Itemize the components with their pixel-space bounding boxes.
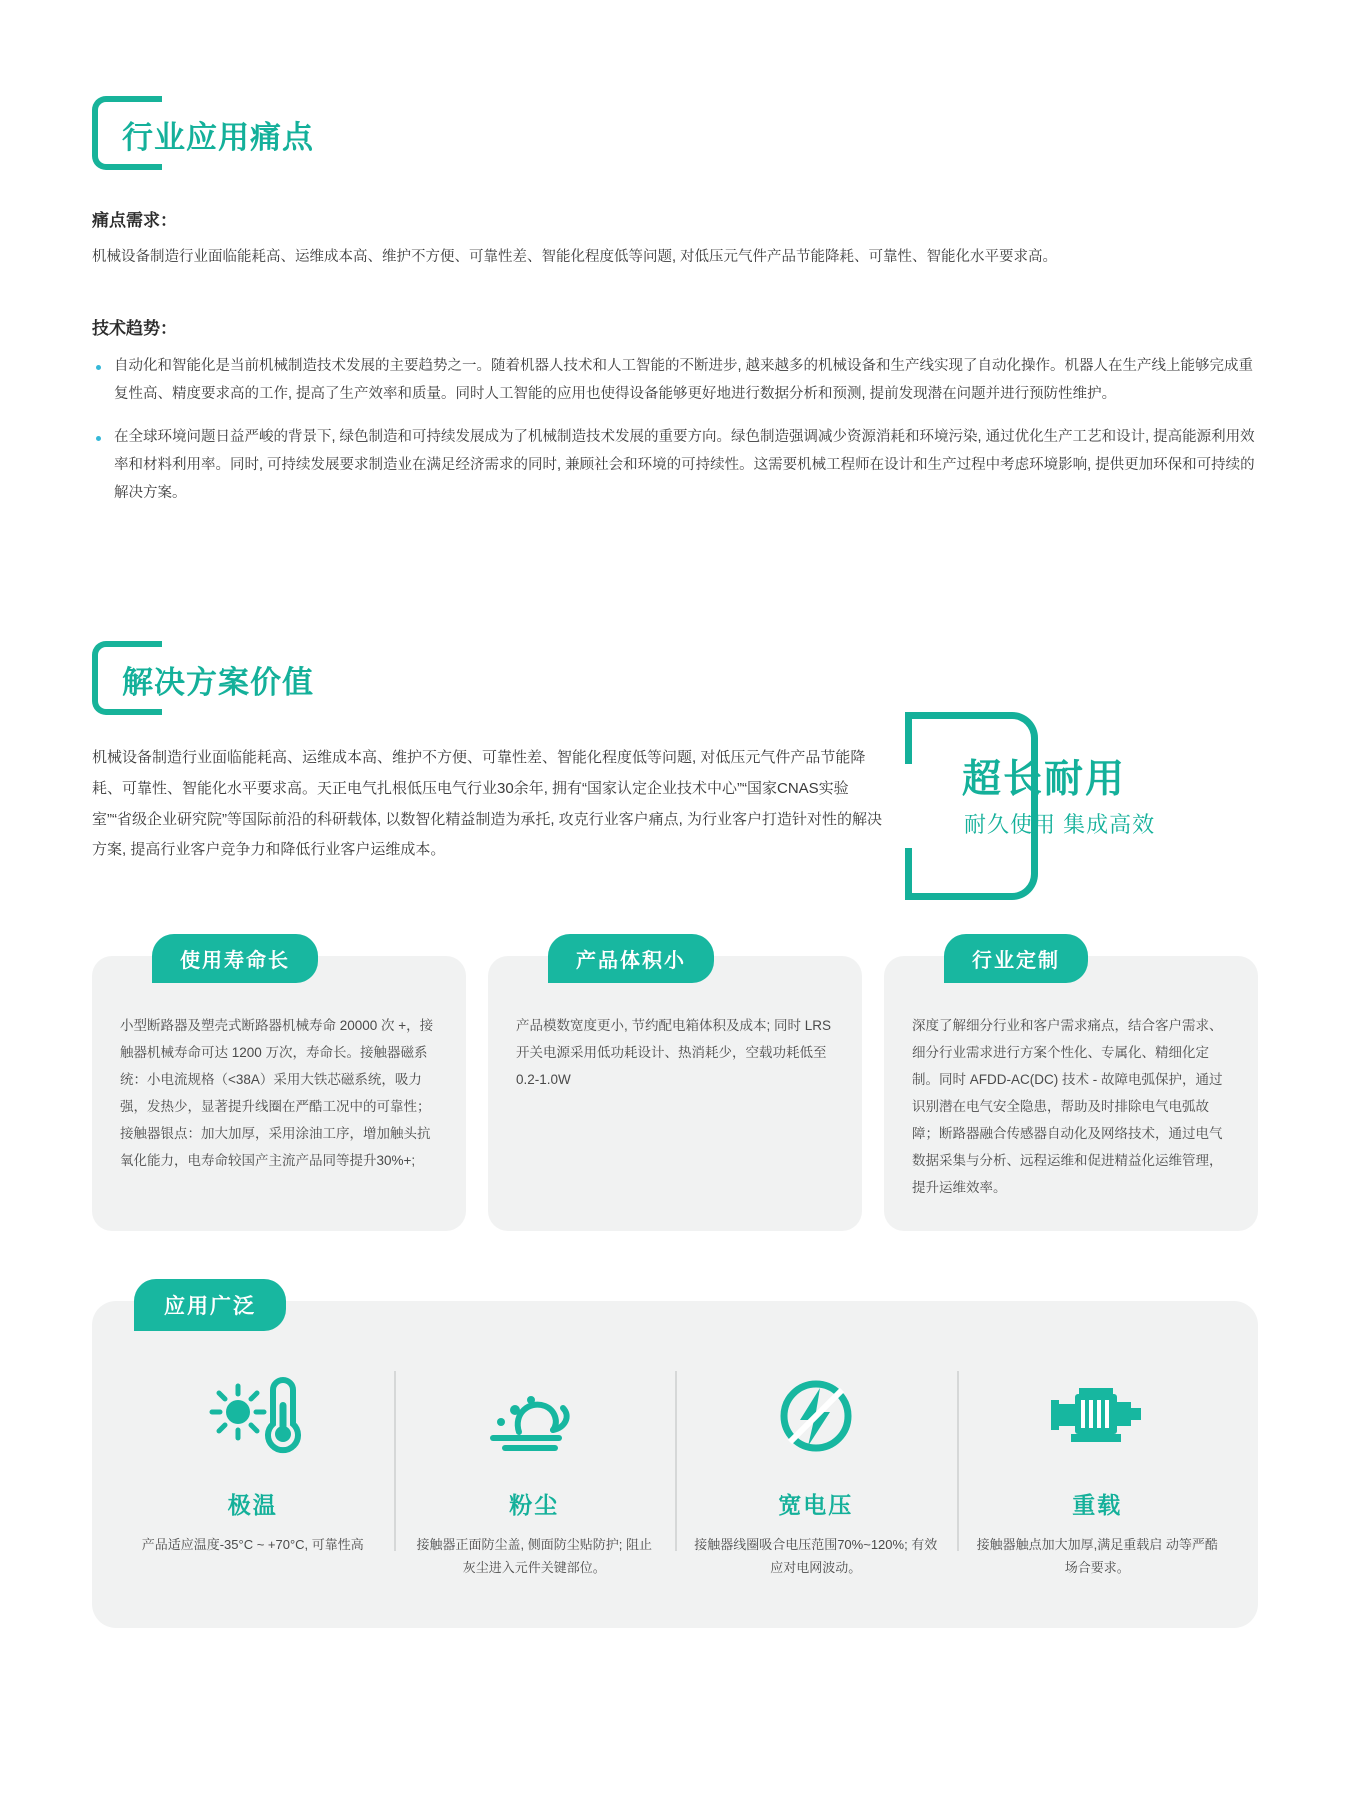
- section-title-pain-points: 行业应用痛点: [122, 120, 314, 155]
- application-title: 重载: [1072, 1492, 1123, 1519]
- durability-badge: [912, 712, 1242, 900]
- solution-value-paragraph: 机械设备制造行业面临能耗高、运维成本高、维护不方便、可靠性差、智能化程度低等问题, 对低压元气件产品节能降耗、可靠性、智能化水平要求高。天正电气扎根低压电气行业30余年, 拥有“国家认定企业技术中心”“国家CNAS实验室”“省级企业研究院”等国际前沿的科研载体, 以数智化精益制造为承托, 攻克行业客户痛点, 为行业客户打造针对性的解决方案, 提高行业客户竞争力和降低行业客户运维成本。: [92, 749, 882, 859]
- card-text: 深度了解细分行业和客户需求痛点，结合客户需求、细分行业需求进行方案个性化、专属化、精细化定制。同时 AFDD-AC(DC) 技术 - 故障电弧保护，通过识别潜在电气安全隐患，帮助及时排除电气电弧故障；断路器融合传感器自动化及网络技术，通过电气数据采集与分析、远程运维和促进精益化运维管理，提升运维效率。: [912, 1018, 1223, 1196]
- card-text: 小型断路器及塑壳式断路器机械寿命 20000 次 +，接触器机械寿命可达 1200 万次，寿命长。接触器磁系统：小电流规格（<38A）采用大铁芯磁系统，吸力强，发热少，显著提升线圈在严酷工况中的可靠性；接触器银点：加大加厚，采用涂油工序，增加触头抗氧化能力，电寿命较国产主流产品同等提升30%+;: [120, 1018, 434, 1169]
- application-desc: 接触器正面防尘盖, 侧面防尘贴防护; 阻止灰尘进入元件关键部位。: [416, 1537, 652, 1575]
- card-tag: 产品体积小: [548, 934, 714, 983]
- card-tag: 行业定制: [944, 934, 1088, 983]
- section-header-pain-points: [92, 96, 1350, 172]
- application-grid: [112, 1365, 1238, 1580]
- pain-heading: 痛点需求：: [92, 211, 177, 230]
- badge-title: 超长耐用: [962, 758, 1127, 801]
- application-panel-tag: 应用广泛: [134, 1279, 286, 1331]
- spacer-2: [0, 270, 1350, 292]
- feature-card-size: [488, 950, 862, 1231]
- dust-icon: [412, 1371, 658, 1461]
- card-tag: 使用寿命长: [152, 934, 318, 983]
- spacer-top: [0, 0, 1350, 96]
- trend-heading: 技术趋势：: [92, 319, 177, 339]
- application-title: 粉尘: [509, 1492, 560, 1519]
- application-item-wide-voltage: [675, 1365, 957, 1580]
- section-title-solution-value: 解决方案价值: [122, 665, 314, 701]
- voltage-icon: [693, 1371, 939, 1461]
- section-header-solution-value: [92, 641, 1350, 717]
- feature-card-lifespan: [92, 950, 466, 1231]
- temperature-icon: [130, 1371, 376, 1461]
- spacer-3: [0, 292, 1350, 314]
- application-title: 宽电压: [778, 1492, 854, 1519]
- application-desc: 接触器触点加大加厚,满足重载启 动等严酷场合要求。: [976, 1537, 1218, 1575]
- application-desc: 接触器线圈吸合电压范围70%~120%; 有效应对电网波动。: [694, 1537, 938, 1575]
- application-item-extreme-temperature: [112, 1365, 394, 1580]
- trend-list: [92, 353, 1258, 507]
- spacer-1: [0, 172, 1350, 206]
- application-desc: 产品适应温度-35°C ~ +70°C, 可靠性高: [141, 1537, 364, 1553]
- badge-bracket-icon: [912, 712, 1038, 900]
- card-text: 产品模数宽度更小, 节约配电箱体积及成本; 同时 LRS 开关电源采用低功耗设计、热消耗少，空载功耗低至 0.2-1.0W: [516, 1018, 832, 1088]
- motor-icon: [975, 1371, 1221, 1461]
- badge-subtitle: 耐久使用 集成高效: [964, 812, 1156, 837]
- application-panel: [92, 1295, 1258, 1628]
- feature-card-customization: [884, 950, 1258, 1231]
- feature-cards: [92, 950, 1258, 1231]
- pain-paragraph: 机械设备制造行业面临能耗高、运维成本高、维护不方便、可靠性差、智能化程度低等问题, 对低压元气件产品节能降耗、可靠性、智能化水平要求高。: [92, 249, 1058, 265]
- list-item: 自动化和智能化是当前机械制造技术发展的主要趋势之一。随着机器人技术和人工智能的不断进步, 越来越多的机械设备和生产线实现了自动化操作。机器人在生产线上能够完成重复性高、精度要求高的工作, 提高了生产效率和质量。同时人工智能的应用也使得设备能够更好地进行数据分析和预测, 提前发现潜在问题并进行预防性维护。: [92, 353, 1258, 408]
- spacer-4: [0, 523, 1350, 641]
- application-item-heavy-load: [957, 1365, 1239, 1580]
- application-item-dust: [394, 1365, 676, 1580]
- application-title: 极温: [227, 1492, 278, 1519]
- list-item: 在全球环境问题日益严峻的背景下, 绿色制造和可持续发展成为了机械制造技术发展的重要方向。绿色制造强调减少资源消耗和环境污染, 通过优化生产工艺和设计, 提高能源利用效率和材料利用率。同时, 可持续发展要求制造业在满足经济需求的同时, 兼顾社会和环境的可持续性。这需要机械工程师在设计和生产过程中考虑环境影响, 提供更加环保和可持续的解决方案。: [92, 424, 1258, 507]
- spacer-bottom: [0, 1628, 1350, 1698]
